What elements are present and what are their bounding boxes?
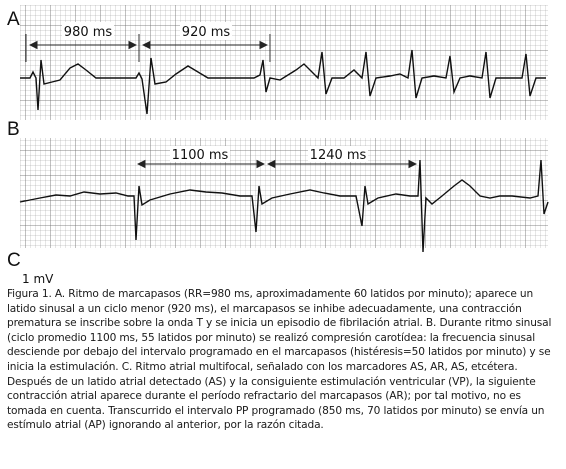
panel-b-label: B [7, 119, 20, 140]
strip-a [20, 5, 548, 120]
strip-a-interval-1: 980 ms [63, 25, 113, 40]
strip-a-interval-2: 920 ms [181, 25, 231, 40]
strip-c-scale-label: 1 mV [22, 272, 54, 284]
panel-a-label: A [7, 9, 20, 30]
strip-b-interval-1: 1100 ms [171, 148, 229, 163]
figure-caption: Figura 1. A. Ritmo de marcapasos (RR=980 ms, aproximadamente 60 latidos por minuto); aparece un latido sinusal a un ciclo menor (920 ms), el marcapasos se inhibe adecuadamente, una contracción prematura se inscribe sobre la onda T y se inicia un episodio de fibrilación atrial. B. Durante ritmo sinusal (ciclo promedio 1100 ms, 55 latidos por minuto) se realizó compresión carotídea: la frecuencia sinusal desciende por debajo del intervalo programado en el marcapasos (histéresis=50 latidos por minuto) y se inicia la estimulación. C. Ritmo atrial multifocal, señalado con los marcadores AS, AR, AS, etcétera. Después de un latido atrial detectado (AS) y la consiguiente estimulación ventricular (VP), la siguiente contracción atrial aparece durante el período refractario del marcapasos (AR); por tal motivo, no es tomada en cuenta. Transcurrido el intervalo PP programado (850 ms, 70 latidos por minuto) se envía un estímulo atrial (AP) ignorando al anterior, por la razón citada. [7, 288, 552, 432]
panel-c-label: C [7, 250, 21, 271]
strip-b-interval-2: 1240 ms [309, 148, 367, 163]
strip-b [20, 138, 548, 252]
strip-c-fragment [22, 272, 54, 284]
strip-b-grid [20, 138, 548, 248]
